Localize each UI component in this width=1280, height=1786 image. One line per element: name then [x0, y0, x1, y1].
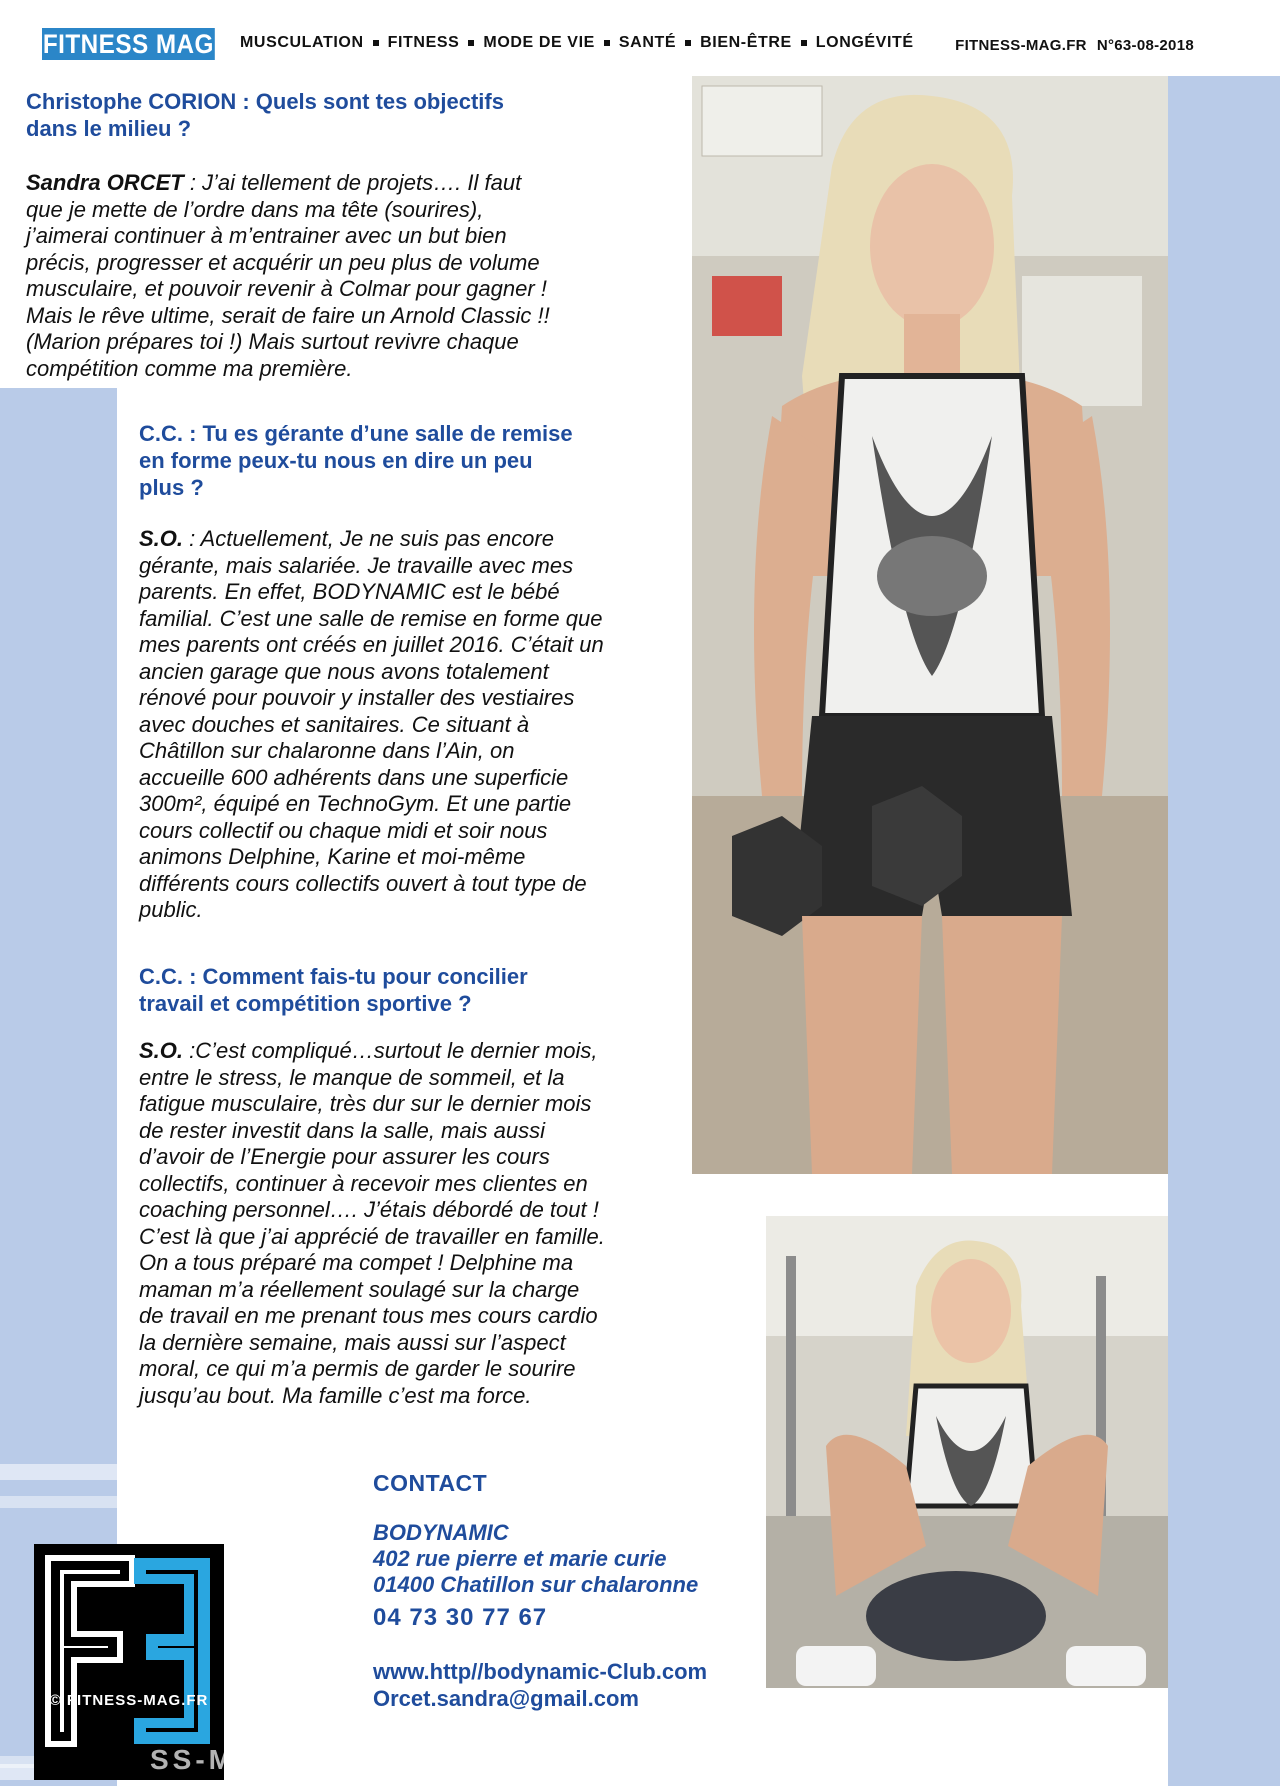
- answer-line: :C’est compliqué…surtout le dernier mois,: [183, 1038, 598, 1063]
- answer-line: : Actuellement, Je ne suis pas encore: [183, 526, 554, 551]
- question-line: travail et compétition sportive ?: [139, 991, 472, 1016]
- answer-line: de rester investit dans la salle, mais aussi: [139, 1117, 545, 1143]
- answer-line: Mais le rêve ultime, serait de faire un Arnold Classic !!: [26, 302, 550, 328]
- answer-line: cours collectif ou chaque midi et soir nous: [139, 817, 548, 843]
- answer-line: ancien garage que nous avons totalement: [139, 658, 549, 684]
- contact-email-link[interactable]: Orcet.sandra@gmail.com: [373, 1686, 639, 1711]
- answer-line: que je mette de l’ordre dans ma tête (sourires),: [26, 196, 484, 222]
- answer-line: jusqu’au bout. Ma famille c’est ma force.: [139, 1382, 532, 1408]
- question-line: en forme peux-tu nous en dire un peu: [139, 448, 533, 473]
- issue-info: [955, 37, 1194, 54]
- answer-1: [26, 170, 676, 382]
- answer-first-line: [139, 1038, 684, 1065]
- right-color-band: [1168, 76, 1280, 1786]
- nav-item-bien-etre[interactable]: BIEN-ÊTRE: [700, 34, 792, 51]
- answer-line: fatigue musculaire, très dur sur le dernier mois: [139, 1091, 592, 1116]
- watermark-text: SS-MAG.FR: [150, 1744, 344, 1775]
- contact-title: CONTACT: [373, 1470, 488, 1496]
- contact-address-line-1: 402 rue pierre et marie curie: [373, 1546, 667, 1571]
- issue-number: N°63-08-2018: [1096, 37, 1194, 54]
- answer-line: C’est là que j’ai apprécié de travailler en famille.: [139, 1223, 605, 1249]
- answer-line: musculaire, et pouvoir revenir à Colmar pour gagner !: [26, 276, 547, 301]
- answer-line: différents cours collectifs ouvert à tout type de: [139, 870, 587, 896]
- answer-line: (Marion prépares toi !) Mais surtout revivre chaque: [26, 329, 519, 354]
- question-line: dans le milieu ?: [26, 116, 192, 141]
- contact-name: BODYNAMIC: [373, 1520, 509, 1545]
- answer-line: moral, ce qui m’a permis de garder le sourire: [139, 1356, 576, 1381]
- site-name: FITNESS-MAG.FR: [955, 37, 1087, 54]
- answer-line: mes parents ont créés en juillet 2016. C’était un: [139, 632, 604, 657]
- speaker-name: Sandra ORCET: [26, 170, 184, 195]
- nav-item-musculation[interactable]: MUSCULATION: [240, 34, 364, 51]
- contact-address-line-2: 01400 Chatillon sur chalaronne: [373, 1572, 699, 1597]
- answer-line: de travail en me prenant tous mes cours cardio: [139, 1303, 598, 1328]
- answer-line: collectifs, continuer à recevoir mes clientes en: [139, 1170, 588, 1196]
- answer-line: familial. C’est une salle de remise en forme que: [139, 605, 603, 631]
- answer-line: : J’ai tellement de projets…. Il faut: [183, 170, 522, 195]
- contact-address: [373, 1520, 698, 1598]
- portrait-photo: [692, 76, 1168, 1174]
- answer-line: Châtillon sur chalaronne dans l’Ain, on: [139, 738, 515, 763]
- contact-phone[interactable]: 04 73 30 77 67: [373, 1604, 548, 1631]
- answer-line: gérante, mais salariée. Je travaille avec mes: [139, 552, 574, 578]
- answer-line: On a tous préparé ma compet ! Delphine ma: [139, 1250, 574, 1275]
- question-1: [26, 88, 504, 142]
- answer-line: parents. En effet, BODYNAMIC est le bébé: [139, 579, 560, 604]
- question-3: [139, 963, 528, 1017]
- answer-line: maman m’a réellement soulagé sur la charge: [139, 1276, 580, 1302]
- section-nav: [240, 34, 914, 52]
- nav-item-mode-de-vie[interactable]: MODE DE VIE: [483, 34, 595, 51]
- photo-illustration: [692, 76, 1168, 1174]
- answer-first-line: [26, 170, 676, 197]
- answer-line: avec douches et sanitaires. Ce situant à: [139, 711, 530, 737]
- answer-line: compétition comme ma première.: [26, 355, 353, 381]
- answer-line: j’aimerai continuer à m’entrainer avec un but bien: [26, 223, 507, 248]
- sitting-photo: [766, 1216, 1168, 1688]
- question-line: C.C. : Tu es gérante d’une salle de remise: [139, 421, 573, 446]
- bullet-separator: [373, 40, 379, 46]
- answer-line: précis, progresser et acquérir un peu plus de volume: [26, 249, 540, 275]
- question-line: plus ?: [139, 475, 204, 500]
- logo-caption: © FITNESS-MAG.FR: [49, 1692, 209, 1709]
- question-line: Christophe CORION : Quels sont tes objectifs: [26, 89, 504, 114]
- contact-website-link[interactable]: www.http//bodynamic-Club.com: [373, 1659, 708, 1684]
- bullet-separator: [468, 40, 474, 46]
- speaker-name: S.O.: [139, 1038, 184, 1063]
- answer-line: coaching personnel…. J’étais débordé de tout !: [139, 1197, 599, 1222]
- answer-line: public.: [139, 897, 203, 922]
- speaker-name: S.O.: [139, 526, 184, 551]
- question-2: [139, 420, 573, 501]
- question-line: C.C. : Comment fais-tu pour concilier: [139, 964, 528, 989]
- nav-item-longevite[interactable]: LONGÉVITÉ: [815, 34, 914, 51]
- answer-line: 300m², équipé en TechnoGym. Et une partie: [139, 791, 572, 816]
- bullet-separator: [685, 40, 691, 46]
- nav-item-fitness[interactable]: FITNESS: [387, 34, 460, 51]
- answer-line: rénové pour pouvoir y installer des vestiaires: [139, 685, 575, 710]
- logo-area: [0, 1432, 230, 1786]
- nav-item-sante[interactable]: SANTÉ: [618, 34, 677, 51]
- brand-logo[interactable]: FITNESS MAG: [42, 29, 214, 59]
- answer-first-line: [139, 526, 679, 553]
- photo-illustration: [766, 1216, 1168, 1688]
- page-header: [0, 0, 1280, 76]
- answer-line: d’avoir de l’Energie pour assurer les cours: [139, 1144, 550, 1169]
- bullet-separator: [801, 40, 807, 46]
- answer-line: la dernière semaine, mais aussi sur l’aspect: [139, 1329, 566, 1355]
- answer-3: [139, 1038, 684, 1409]
- contact-links: [373, 1658, 707, 1712]
- answer-line: animons Delphine, Karine et moi-même: [139, 844, 526, 869]
- answer-line: accueille 600 adhérents dans une superficie: [139, 764, 569, 790]
- bullet-separator: [604, 40, 610, 46]
- answer-2: [139, 526, 679, 924]
- answer-line: entre le stress, le manque de sommeil, et la: [139, 1064, 565, 1090]
